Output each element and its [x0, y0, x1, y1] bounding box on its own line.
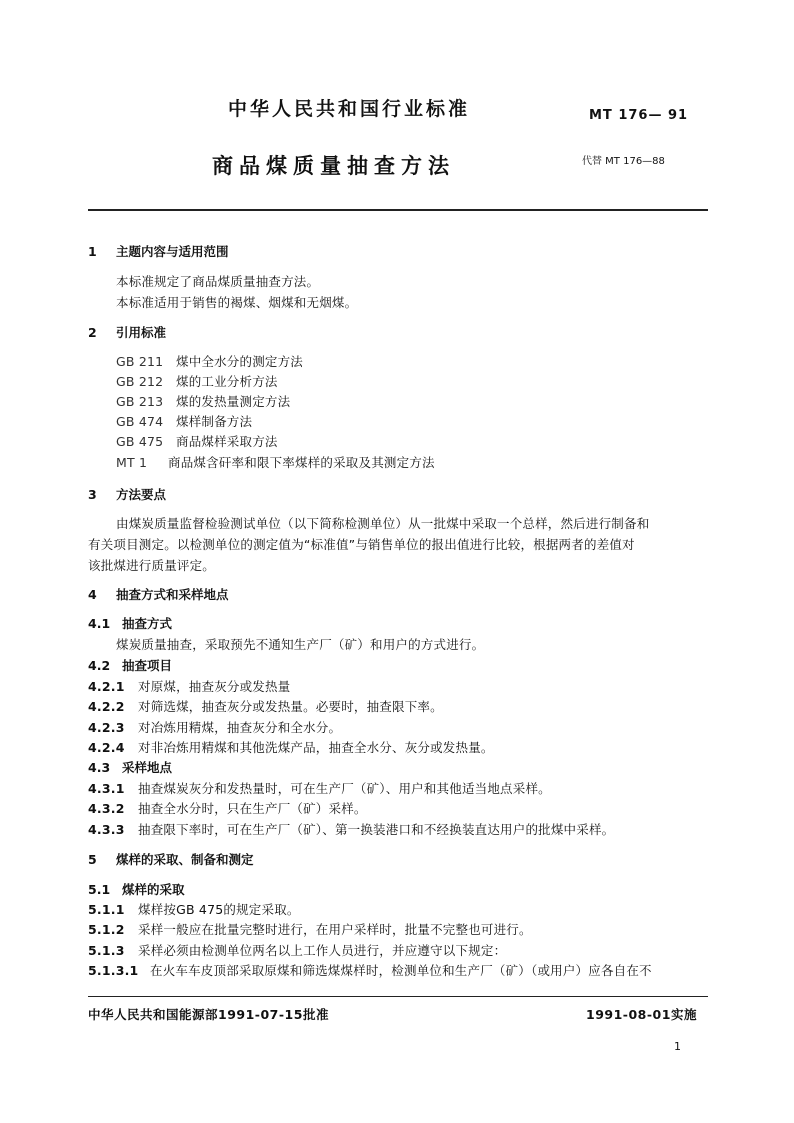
section-3-line: 由煤炭质量监督检验测试单位（以下简称检测单位）从一批煤中采取一个总样，然后进行制备和	[116, 516, 650, 531]
reference-name: 煤的工业分析方法	[176, 374, 278, 389]
clause-text: 在火车车皮顶部采取原煤和筛选煤煤样时，检测单位和生产厂（矿）（或用户）应各自在不	[150, 963, 652, 978]
clause-text: 对非冶炼用精煤和其他洗煤产品，抽查全水分、灰分或发热量。	[138, 740, 494, 755]
clause-item	[88, 799, 367, 817]
clause-item	[88, 820, 614, 838]
section-3-number: 3	[88, 487, 97, 502]
clause-number: 5.1.3.1	[88, 963, 139, 978]
replaces-note: 代替 MT 176—88	[582, 156, 665, 167]
section-5-heading	[88, 850, 254, 868]
reference-item	[116, 372, 278, 390]
reference-name: 商品煤样采取方法	[176, 434, 278, 449]
clause-number: 4.2.1	[88, 679, 125, 694]
clause-number: 4.2.4	[88, 740, 125, 755]
clause-item	[88, 961, 652, 979]
clause-text: 对冶炼用精煤，抽查灰分和全水分。	[138, 720, 342, 735]
clause-number: 4.2.2	[88, 699, 125, 714]
footer-divider	[88, 996, 708, 997]
section-2-heading	[88, 323, 166, 341]
reference-name: 煤的发热量测定方法	[176, 394, 291, 409]
section-4-title: 抽查方式和采样地点	[116, 587, 229, 602]
reference-item	[116, 352, 303, 370]
subsection-5-1-heading	[88, 880, 185, 898]
clause-number: 4.3.1	[88, 781, 125, 796]
section-3-line: 有关项目测定。以检测单位的测定值为“标准值”与销售单位的报出值进行比较，根据两者的差值对	[88, 537, 635, 552]
subsection-number: 5.1	[88, 882, 111, 897]
section-3-line: 该批煤进行质量评定。	[88, 558, 216, 573]
header-divider	[88, 209, 708, 211]
reference-item	[116, 453, 435, 471]
clause-text: 抽查煤炭灰分和发热量时，可在生产厂（矿）、用户和其他适当地点采样。	[138, 781, 551, 796]
subsection-4-1-heading	[88, 614, 172, 632]
reference-code: MT 1	[116, 455, 148, 470]
reference-item	[116, 412, 252, 430]
clause-number: 4.3.2	[88, 801, 125, 816]
clause-item	[88, 920, 532, 938]
section-3-title: 方法要点	[116, 487, 167, 502]
clause-item	[88, 718, 341, 736]
clause-text: 煤样按GB 475的规定采取。	[138, 902, 300, 917]
subsection-title: 抽查项目	[122, 658, 173, 673]
reference-name: 商品煤含矸率和限下率煤样的采取及其测定方法	[168, 455, 435, 470]
clause-item	[88, 697, 443, 715]
section-2-number: 2	[88, 325, 97, 340]
clause-number: 5.1.2	[88, 922, 125, 937]
section-5-title: 煤样的采取、制备和测定	[116, 852, 254, 867]
subsection-number: 4.1	[88, 616, 111, 631]
clause-item	[88, 738, 494, 756]
clause-item	[88, 900, 300, 918]
clause-text: 采样一般应在批量完整时进行，在用户采样时，批量不完整也可进行。	[138, 922, 532, 937]
subsection-title: 采样地点	[122, 760, 173, 775]
subsection-title: 抽查方式	[122, 616, 173, 631]
clause-item	[88, 779, 551, 797]
reference-code: GB 212	[116, 374, 164, 389]
approval-note: 中华人民共和国能源部1991-07-15批准	[88, 1007, 329, 1022]
subsection-number: 4.2	[88, 658, 111, 673]
section-4-heading	[88, 585, 229, 603]
clause-text: 抽查全水分时，只在生产厂（矿）采样。	[138, 801, 367, 816]
subsection-4-2-heading	[88, 656, 172, 674]
standard-category: 中华人民共和国行业标准	[228, 98, 471, 120]
subsection-title: 煤样的采取	[122, 882, 185, 897]
subsection-4-3-heading	[88, 758, 172, 776]
section-1-title: 主题内容与适用范围	[116, 244, 229, 259]
reference-name: 煤样制备方法	[176, 414, 253, 429]
standard-code: MT 176— 91	[589, 108, 689, 123]
clause-number: 4.3.3	[88, 822, 125, 837]
section-1-heading	[88, 242, 229, 260]
section-1-line: 本标准规定了商品煤质量抽查方法。	[116, 274, 320, 289]
page-number: 1	[674, 1040, 681, 1053]
section-4-number: 4	[88, 587, 97, 602]
subsection-4-1-text: 煤炭质量抽查，采取预先不通知生产厂（矿）和用户的方式进行。	[116, 637, 485, 652]
implementation-date: 1991-08-01实施	[586, 1007, 697, 1022]
reference-name: 煤中全水分的测定方法	[176, 354, 304, 369]
section-3-heading	[88, 485, 166, 503]
clause-item	[88, 677, 290, 695]
document-title: 商品煤质量抽查方法	[212, 154, 455, 178]
reference-code: GB 213	[116, 394, 164, 409]
clause-number: 5.1.3	[88, 943, 125, 958]
clause-number: 4.2.3	[88, 720, 125, 735]
reference-item	[116, 432, 278, 450]
reference-code: GB 475	[116, 434, 164, 449]
section-1-number: 1	[88, 244, 97, 259]
reference-code: GB 474	[116, 414, 164, 429]
clause-text: 抽查限下率时，可在生产厂（矿）、第一换装港口和不经换装直达用户的批煤中采样。	[138, 822, 615, 837]
section-5-number: 5	[88, 852, 97, 867]
clause-text: 对原煤，抽查灰分或发热量	[138, 679, 291, 694]
subsection-number: 4.3	[88, 760, 111, 775]
section-1-line: 本标准适用于销售的褐煤、烟煤和无烟煤。	[116, 295, 358, 310]
clause-text: 采样必须由检测单位两名以上工作人员进行，并应遵守以下规定：	[138, 943, 507, 958]
clause-text: 对筛选煤，抽查灰分或发热量。必要时，抽查限下率。	[138, 699, 443, 714]
reference-item	[116, 392, 290, 410]
reference-code: GB 211	[116, 354, 164, 369]
section-2-title: 引用标准	[116, 325, 167, 340]
clause-number: 5.1.1	[88, 902, 125, 917]
clause-item	[88, 941, 506, 959]
